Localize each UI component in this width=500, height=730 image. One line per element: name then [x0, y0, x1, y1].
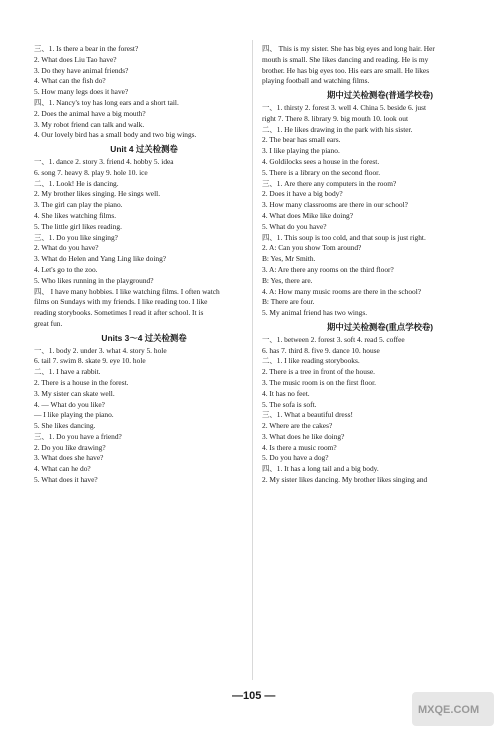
answer-line: mouth is small. She likes dancing and reading. He is my [262, 54, 429, 64]
answer-line: 2. A: Can you show Tom around? [262, 243, 362, 253]
answer-line: 5. What do you have? [262, 221, 327, 231]
answer-line: 四、1. Nancy's toy has long ears and a short tail. [34, 97, 179, 107]
answer-line: 2. My brother likes singing. He sings well. [34, 189, 161, 199]
answer-line: 5. Who likes running in the playground? [34, 275, 154, 285]
answer-line: 三、1. Do you like singing? [34, 232, 118, 242]
section-heading: 期中过关检测卷(重点学校卷) [326, 321, 434, 332]
answer-line: 二、1. He likes drawing in the park with his sister. [262, 124, 413, 134]
answer-line: 2. Do you like drawing? [34, 442, 106, 452]
answer-line: 3. What do Helen and Yang Ling like doing? [34, 254, 167, 264]
answer-line: 3. Do they have animal friends? [34, 65, 129, 75]
answer-line: 2. What do you have? [34, 243, 99, 253]
answer-line: 4. Our lovely bird has a small body and two big wings. [34, 130, 197, 140]
answer-line: 二、1. I like reading storybooks. [262, 356, 360, 366]
answer-line: 3. What does he like doing? [262, 431, 345, 441]
answer-line: B: Yes, there are. [262, 275, 313, 285]
section-heading: Unit 4 过关检测卷 [110, 144, 178, 155]
answer-line: 四、 This is my sister. She has big eyes and long hair. Her [262, 44, 435, 53]
answer-line: 6. has 7. third 8. five 9. dance 10. house [262, 345, 380, 355]
answer-line: 四、1. It has a long tail and a big body. [262, 464, 379, 474]
answer-line: 4. She likes watching films. [34, 210, 117, 220]
answer-line: 5. The sofa is soft. [262, 399, 317, 409]
answer-line: 3. My sister can skate well. [34, 388, 115, 398]
answer-line: 3. How many classrooms are there in our school? [262, 200, 408, 210]
answer-line: 5. How many legs does it have? [34, 87, 129, 97]
answer-line: playing football and watching films. [262, 76, 370, 86]
answer-line: 4. What can the fish do? [34, 76, 106, 86]
answer-line: 四、 I have many hobbies. I like watching films. I often watch [34, 286, 220, 296]
answer-line: 2. What does Liu Tao have? [34, 54, 117, 64]
answer-line: 三、1. Is there a bear in the forest? [34, 44, 139, 53]
answer-line: 5. There is a library on the second floor. [262, 167, 381, 177]
answer-line: 2. Does it have a big body? [262, 189, 343, 199]
answer-line: 二、1. I have a rabbit. [34, 367, 101, 377]
answer-line: 5. The little girl likes reading. [34, 221, 122, 231]
answer-line: 5. What does it have? [34, 475, 98, 485]
answer-line: 3. My robot friend can talk and walk. [34, 119, 145, 129]
answer-line: 3. The music room is on the first floor. [262, 377, 376, 387]
answer-line: films on Sundays with my friends. I like reading too. I like [34, 297, 208, 307]
answer-line: 6. tail 7. swim 8. skate 9. eye 10. hole [34, 356, 146, 366]
answer-line: 4. What does Mike like doing? [262, 210, 353, 220]
right-answer-column [262, 44, 498, 486]
answer-line: 2. The bear has small ears. [262, 135, 341, 145]
answer-line: right 7. There 8. library 9. big mouth 10. look out [262, 113, 409, 123]
answer-line: 4. What can he do? [34, 464, 91, 474]
watermark-text: MXQE.COM [418, 704, 480, 716]
answer-line: brother. He has big eyes too. His ears are small. He likes [262, 65, 430, 75]
answer-line: 3. I like playing the piano. [262, 146, 340, 156]
answer-line: 一、1. thirsty 2. forest 3. well 4. China 5. beside 6. just [262, 102, 427, 112]
answer-line: great fun. [34, 318, 63, 328]
answer-line: 3. A: Are there any rooms on the third floor? [262, 264, 394, 274]
answer-line: 2. Does the animal have a big mouth? [34, 108, 146, 118]
answer-line: 三、1. Do you have a friend? [34, 431, 122, 441]
answer-line: 5. She likes dancing. [34, 421, 96, 431]
answer-line: 4. Let's go to the zoo. [34, 264, 98, 274]
answer-line: 3. What does she have? [34, 453, 104, 463]
section-heading: 期中过关检测卷(普通学校卷) [326, 90, 434, 101]
answer-line: 4. Goldilocks sees a house in the forest. [262, 156, 380, 166]
answer-line: 5. My animal friend has two wings. [262, 308, 368, 318]
answer-line: 一、1. body 2. under 3. what 4. story 5. hole [34, 345, 167, 355]
answer-line: 三、1. What a beautiful dress! [262, 410, 353, 420]
page-number: —105 — [232, 690, 276, 702]
answer-line: 4. A: How many music rooms are there in the school? [262, 286, 422, 296]
answer-line: 6. song 7. heavy 8. play 9. hole 10. ice [34, 167, 148, 177]
watermark-logo [412, 692, 494, 726]
answer-line: 三、1. Are there any computers in the room? [262, 178, 397, 188]
answer-line: 2. There is a tree in front of the house. [262, 367, 375, 377]
answer-line: 一、1. between 2. forest 3. soft 4. read 5. coffee [262, 334, 405, 344]
answer-line: 4. It has no feet. [262, 388, 310, 398]
answer-line: B: Yes, Mr Smith. [262, 254, 316, 264]
answer-line: 4. — What do you like? [34, 399, 105, 409]
answer-line: reading storybooks. Sometimes I read it after school. It is [34, 308, 204, 318]
answer-line: B: There are four. [262, 297, 315, 307]
left-answer-column [34, 44, 254, 486]
answer-line: 一、1. dance 2. story 3. friend 4. hobby 5. idea [34, 156, 174, 166]
answer-line: 5. Do you have a dog? [262, 453, 329, 463]
answer-line: 2. Where are the cakes? [262, 421, 333, 431]
answer-line: 二、1. Look! He is dancing. [34, 178, 119, 188]
answer-line: — I like playing the piano. [34, 410, 114, 420]
answer-line: 2. There is a house in the forest. [34, 377, 129, 387]
answer-line: 4. Is there a music room? [262, 442, 337, 452]
answer-line: 3. The girl can play the piano. [34, 200, 123, 210]
answer-line: 四、1. This soup is too cold, and that soup is just right. [262, 232, 426, 242]
answer-line: 2. My sister likes dancing. My brother likes singing and [262, 475, 428, 485]
section-heading: Units 3～4 过关检测卷 [101, 332, 187, 343]
